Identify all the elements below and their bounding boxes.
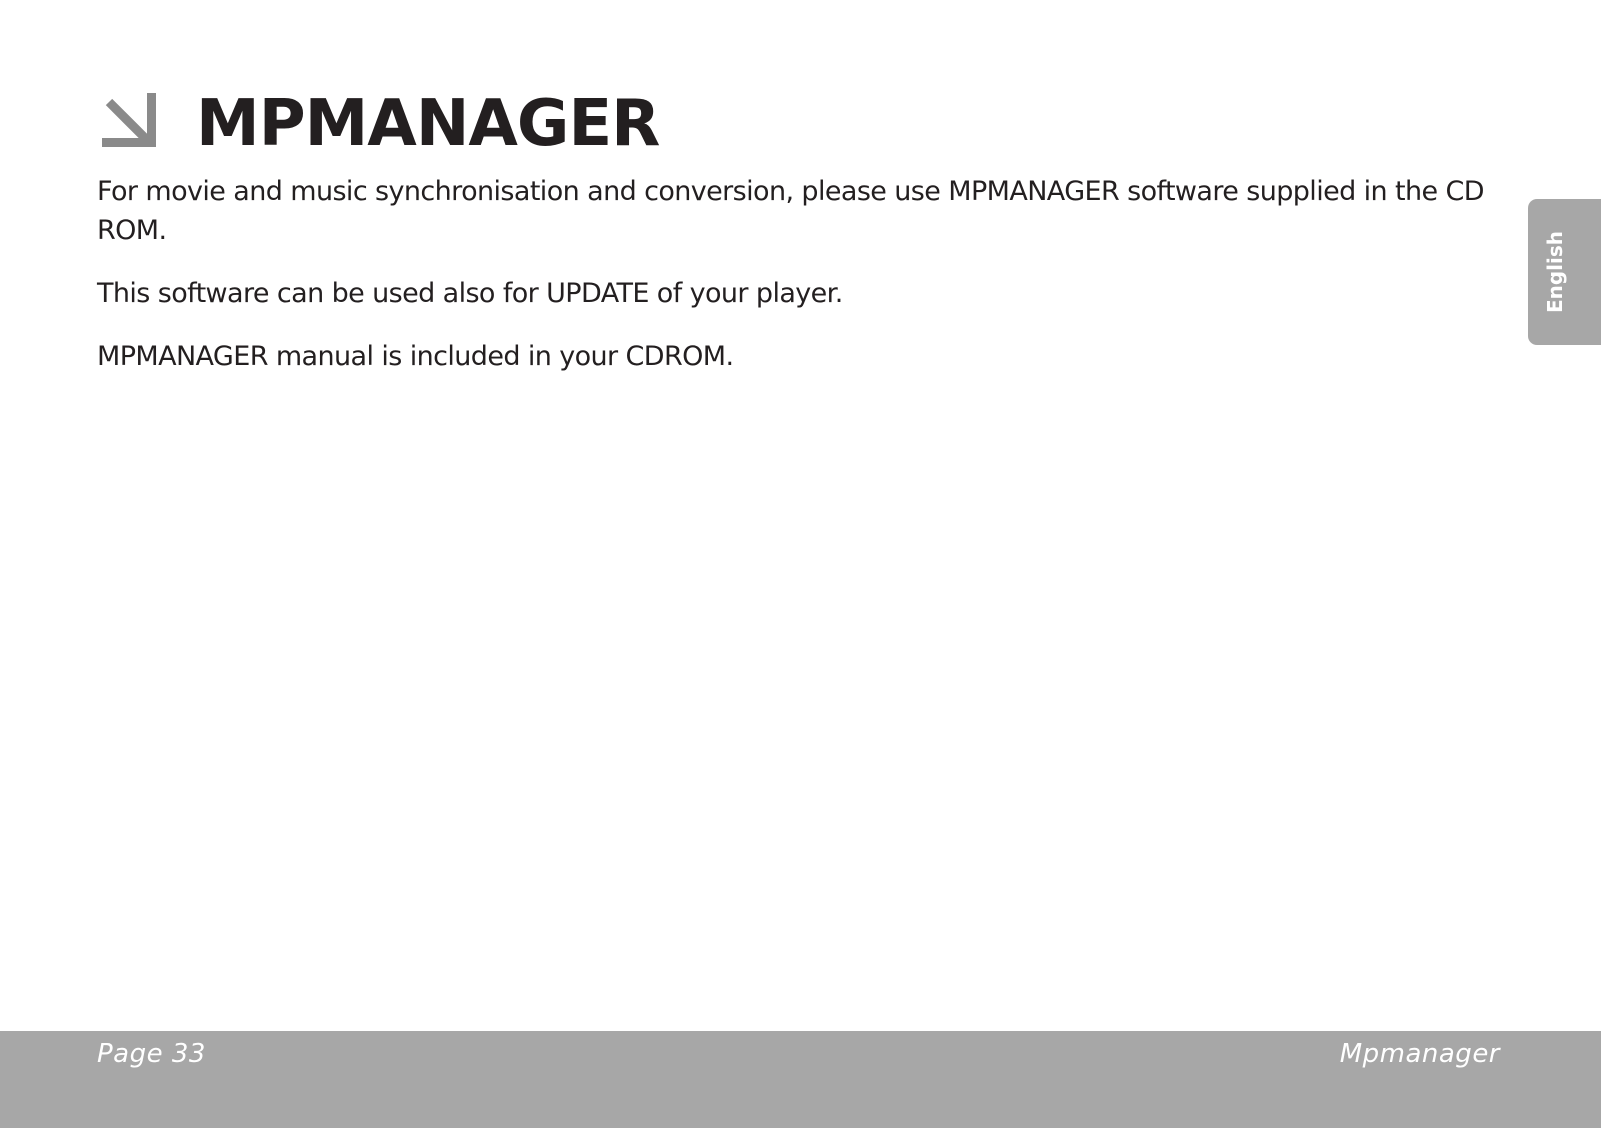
paragraph-update: This software can be used also for UPDATE of your player.	[97, 278, 843, 309]
arrow-down-right-icon	[100, 93, 162, 155]
language-tab-label: English	[1542, 230, 1567, 314]
paragraph-sync-conversion: For movie and music synchronisation and conversion, please use MPMANAGER software supplied in the CD ROM.	[97, 176, 1484, 246]
page-header	[100, 82, 659, 166]
page-footer	[0, 1031, 1601, 1128]
page-number: Page 33	[97, 1039, 206, 1069]
language-tab	[1528, 199, 1601, 345]
paragraph-manual: MPMANAGER manual is included in your CDROM.	[97, 341, 734, 372]
page-title: MPMANAGER	[196, 87, 660, 161]
section-name: Mpmanager	[1339, 1039, 1500, 1069]
body-text	[97, 172, 1497, 400]
